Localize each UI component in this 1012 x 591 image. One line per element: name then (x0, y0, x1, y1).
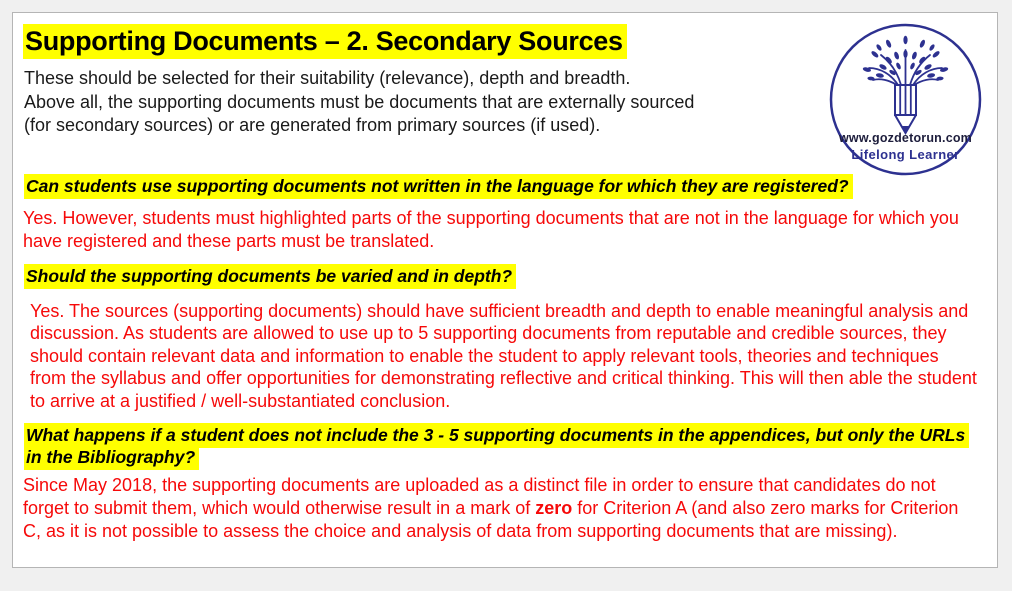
answer-3 (23, 474, 971, 543)
intro-line-2: Above all, the supporting documents must be documents that are externally sourced (24, 91, 695, 112)
logo-url-text: www.gozdetorun.com (839, 131, 972, 145)
question-2-text: Should the supporting documents be varied and in depth? (24, 264, 516, 289)
intro-line-3: (for secondary sources) or are generated from primary sources (if used). (24, 115, 601, 135)
answer-1: Yes. However, students must highlighted parts of the supporting documents that are not in the language for which you have registered and these parts must be translated. (23, 207, 959, 251)
answer-3-bold-zero: zero (535, 498, 573, 518)
logo (827, 21, 984, 178)
intro-line-1: These should be selected for their suitability (relevance), depth and breadth. (24, 68, 631, 88)
question-3 (24, 424, 980, 468)
logo-tagline-text: Lifelong Learner (851, 147, 960, 162)
question-3-text: What happens if a student does not include the 3 - 5 supporting documents in the appendices, but only the URLs in the Bibliography? (24, 423, 969, 470)
answer-2: Yes. The sources (supporting documents) should have sufficient breadth and depth to enable meaningful analysis and discussion. As students are allowed to use up to 5 supporting documents from reputable and credible sources, they should contain relevant data and information to enable the student to apply relevant tools, theories and techniques from the syllabus and offer opportunities for demonstrating reflective and critical thinking. This will then able the student to arrive at a justified / well-substantiated conclusion. (30, 300, 977, 411)
answer-3-part-2: for Criterion A (and also zero marks for Criterion C, as it is not possible to assess the choice and analysis of data from supporting documents that are missing). (23, 498, 959, 541)
page-title-text: Supporting Documents – 2. Secondary Sources (23, 24, 627, 59)
slide-card (12, 12, 998, 568)
answer-3-part-1: Since May 2018, the supporting documents are uploaded as a distinct file in order to ensure that candidates do not forget to submit them, which would otherwise result in a mark of (23, 475, 936, 518)
question-2 (24, 265, 987, 287)
question-1-text: Can students use supporting documents not written in the language for which they are registered? (24, 174, 853, 199)
